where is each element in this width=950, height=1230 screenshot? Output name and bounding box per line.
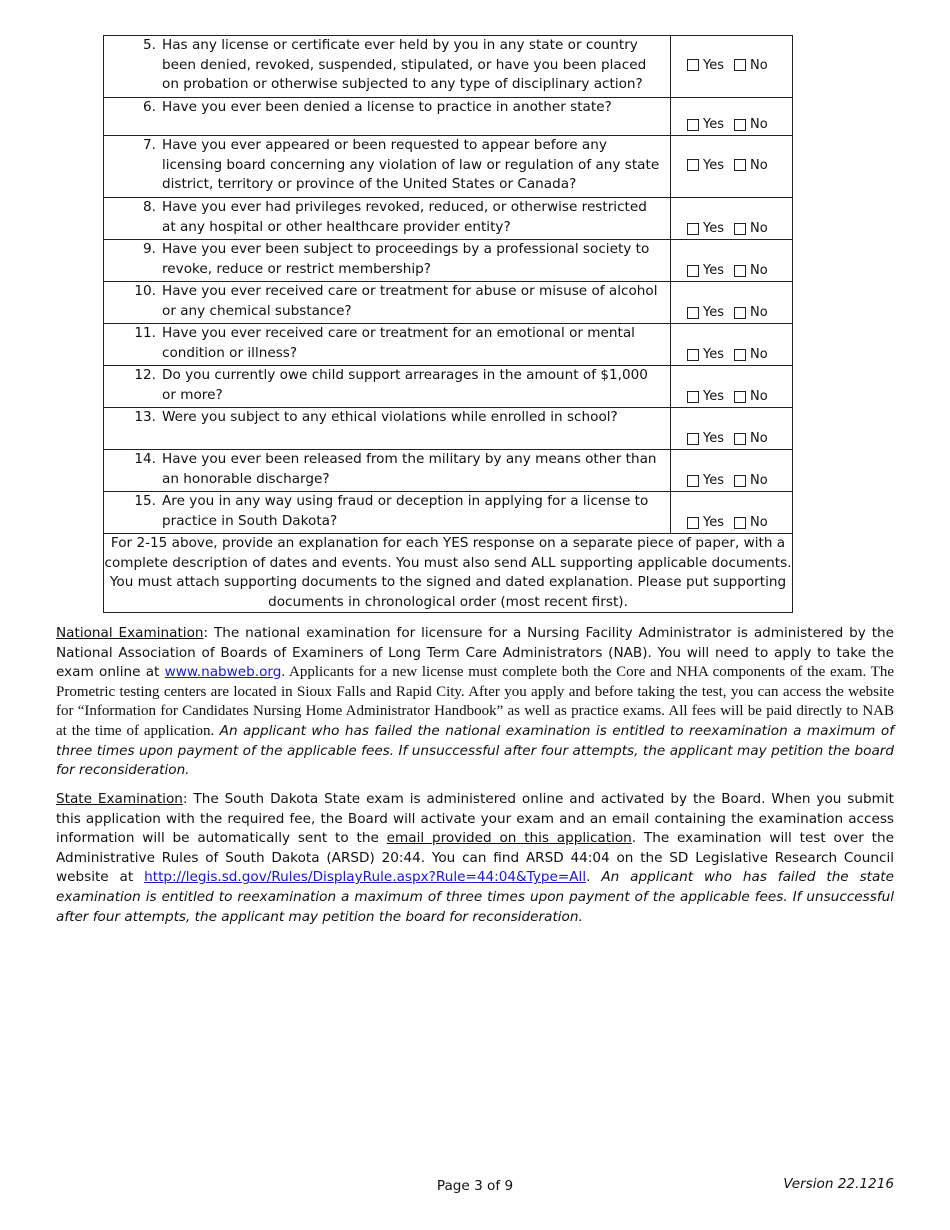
yes-option[interactable]	[687, 347, 724, 362]
yes-option[interactable]	[687, 515, 724, 530]
question	[104, 240, 670, 279]
answer-options	[671, 198, 792, 236]
no-label: No	[750, 221, 768, 236]
yes-checkbox[interactable]	[687, 159, 699, 171]
no-label: No	[750, 117, 768, 132]
no-checkbox[interactable]	[734, 391, 746, 403]
answer-cell	[671, 366, 793, 408]
question-text: Has any license or certificate ever held by you in any state or country been denied, revoked, suspended, stipulated, or have you been placed on probation or otherwise subjected to any type of disciplinary action?	[162, 37, 647, 92]
page-number: Page 3 of 9	[436, 1178, 514, 1194]
no-checkbox[interactable]	[734, 307, 746, 319]
answer-cell	[671, 240, 793, 282]
yes-option[interactable]	[687, 158, 724, 173]
question-number: 13.	[134, 409, 156, 425]
yes-label: Yes	[703, 347, 724, 362]
question-row	[104, 366, 793, 408]
question-cell	[104, 240, 671, 282]
yes-label: Yes	[703, 305, 724, 320]
question-cell	[104, 492, 671, 534]
answer-options	[671, 408, 792, 446]
no-checkbox[interactable]	[734, 59, 746, 71]
yes-label: Yes	[703, 473, 724, 488]
answer-cell	[671, 324, 793, 366]
yes-checkbox[interactable]	[687, 265, 699, 277]
answer-cell	[671, 408, 793, 450]
questions-body	[104, 36, 793, 534]
question-row	[104, 324, 793, 366]
question-cell	[104, 450, 671, 492]
yes-checkbox[interactable]	[687, 119, 699, 131]
state-exam-italic: An applicant who has failed the state examination is entitled to reexamination a maximum of three times upon payment of the applicable fees. If unsuccessful after four attempts, the applicant may petition the board for reconsideration.	[56, 869, 895, 925]
question	[104, 366, 670, 405]
question-number: 6.	[143, 99, 156, 115]
no-label: No	[750, 347, 768, 362]
yes-label: Yes	[703, 389, 724, 404]
no-label: No	[750, 515, 768, 530]
yes-checkbox[interactable]	[687, 433, 699, 445]
question-number: 5.	[143, 37, 156, 53]
yes-label: Yes	[703, 57, 724, 73]
state-exam-text-1: : The South Dakota State exam is administered online and activated by the Board. When you submit this application with the required fee, the Board will activate your exam and an email containing the examination access information will be automatically sent to the	[56, 791, 894, 847]
version-label: Version 22.1216	[783, 1176, 894, 1192]
no-label: No	[750, 389, 768, 404]
answer-options	[671, 366, 792, 404]
national-exam-text-2: . Applicants for a new license must complete both the Core and NHA components of the exam. The Prometric testing centers are located in Sioux Falls and Rapid City. After you apply and before taking the test, you can access the website for “Information for Candidates Nursing Home Administrator Handbook” as well as practice exams. All fees will be paid directly to NAB at the time of application.	[56, 664, 894, 739]
yes-option[interactable]	[687, 431, 724, 446]
question	[104, 408, 670, 428]
yes-option[interactable]	[687, 263, 724, 278]
no-checkbox[interactable]	[734, 119, 746, 131]
answer-options	[671, 136, 792, 194]
no-checkbox[interactable]	[734, 349, 746, 361]
explanation-row	[104, 534, 793, 613]
question-cell	[104, 136, 671, 198]
yes-label: Yes	[703, 157, 724, 173]
question-row	[104, 408, 793, 450]
question-number: 9.	[143, 241, 156, 257]
yes-label: Yes	[703, 117, 724, 132]
state-exam-text-3: .	[586, 869, 591, 886]
no-option[interactable]	[734, 221, 768, 236]
question-text: Have you ever appeared or been requested to appear before any licensing board concerning any violation of law or regulation of any state district, territory or province of the United States or Canada?	[162, 137, 660, 192]
question-cell	[104, 408, 671, 450]
no-option[interactable]	[734, 515, 768, 530]
yes-label: Yes	[703, 431, 724, 446]
nabweb-link[interactable]: www.nabweb.org	[164, 664, 282, 681]
question-row	[104, 198, 793, 240]
yes-label: Yes	[703, 263, 724, 278]
question-cell	[104, 36, 671, 98]
question	[104, 36, 670, 95]
question	[104, 198, 670, 237]
question-number: 12.	[134, 367, 156, 383]
arsd-rules-link[interactable]: http://legis.sd.gov/Rules/DisplayRule.aspx?Rule=44:04&Type=All	[144, 869, 587, 886]
yes-checkbox[interactable]	[687, 223, 699, 235]
question-row	[104, 492, 793, 534]
question	[104, 98, 670, 118]
question-text: Are you in any way using fraud or deception in applying for a license to practice in South Dakota?	[162, 493, 649, 529]
question-row	[104, 240, 793, 282]
no-option[interactable]	[734, 305, 768, 320]
no-option[interactable]	[734, 58, 768, 73]
answer-options	[671, 36, 792, 94]
explanation-note: For 2-15 above, provide an explanation for each YES response on a separate piece of paper, with a complete description of dates and events. You must also send ALL supporting applicable documents. You must attach supporting documents to the signed and dated explanation. Please put supporting documents in chronological order (most recent first).	[104, 534, 793, 613]
answer-cell	[671, 282, 793, 324]
question	[104, 282, 670, 321]
answer-cell	[671, 450, 793, 492]
answer-cell	[671, 98, 793, 136]
no-label: No	[750, 57, 768, 73]
question-text: Have you ever been subject to proceedings by a professional society to revoke, reduce or restrict membership?	[162, 241, 650, 277]
no-checkbox[interactable]	[734, 265, 746, 277]
national-exam-text-1: : The national examination for licensure for a Nursing Facility Administrator is administered by the National Association of Boards of Examiners of Long Term Care Administrators (NAB). You will need to apply to take the exam online at	[56, 625, 895, 681]
question	[104, 450, 670, 489]
question-text: Have you ever received care or treatment for abuse or misuse of alcohol or any chemical substance?	[162, 283, 658, 319]
yes-checkbox[interactable]	[687, 517, 699, 529]
state-exam-paragraph	[56, 790, 894, 927]
state-exam-heading: State Examination	[56, 791, 183, 807]
no-label: No	[750, 263, 768, 278]
no-option[interactable]	[734, 158, 768, 173]
yes-option[interactable]	[687, 305, 724, 320]
question-row	[104, 98, 793, 136]
national-exam-italic: An applicant who has failed the national examination is entitled to reexamination a maximum of three times upon payment of the applicable fees. If unsuccessful after four attempts, the applicant may petition the board for reconsideration.	[56, 722, 894, 779]
question-text: Have you ever been released from the military by any means other than an honorable discharge?	[162, 451, 657, 487]
no-option[interactable]	[734, 389, 768, 404]
state-exam-text-2: . The examination will test over the Administrative Rules of South Dakota (ARSD) 20:44. You can find ARSD 44:04 on the SD Legislative Research Council website at	[56, 830, 894, 886]
answer-options	[671, 324, 792, 362]
question-row	[104, 450, 793, 492]
questions-table	[103, 35, 793, 613]
question-text: Have you ever received care or treatment for an emotional or mental condition or illness?	[162, 325, 635, 361]
answer-cell	[671, 136, 793, 198]
question-text: Have you ever had privileges revoked, reduced, or otherwise restricted at any hospital or other healthcare provider entity?	[162, 199, 647, 235]
question	[104, 492, 670, 531]
yes-option[interactable]	[687, 117, 724, 132]
question-cell	[104, 366, 671, 408]
no-checkbox[interactable]	[734, 475, 746, 487]
question-text: Were you subject to any ethical violations while enrolled in school?	[162, 409, 618, 425]
answer-cell	[671, 492, 793, 534]
question	[104, 324, 670, 363]
question-number: 14.	[134, 451, 156, 467]
no-label: No	[750, 157, 768, 173]
answer-options	[671, 98, 792, 132]
answer-cell	[671, 198, 793, 240]
no-option[interactable]	[734, 473, 768, 488]
question-text: Do you currently owe child support arrearages in the amount of $1,000 or more?	[162, 367, 648, 403]
no-option[interactable]	[734, 431, 768, 446]
yes-checkbox[interactable]	[687, 307, 699, 319]
question-cell	[104, 282, 671, 324]
answer-options	[671, 240, 792, 278]
no-checkbox[interactable]	[734, 433, 746, 445]
question-number: 15.	[134, 493, 156, 509]
yes-option[interactable]	[687, 473, 724, 488]
no-label: No	[750, 473, 768, 488]
no-option[interactable]	[734, 117, 768, 132]
question-cell	[104, 198, 671, 240]
question-cell	[104, 98, 671, 136]
no-option[interactable]	[734, 263, 768, 278]
yes-checkbox[interactable]	[687, 349, 699, 361]
question-number: 8.	[143, 199, 156, 215]
yes-checkbox[interactable]	[687, 391, 699, 403]
question-row	[104, 36, 793, 98]
no-label: No	[750, 431, 768, 446]
national-exam-paragraph	[56, 624, 894, 781]
no-label: No	[750, 305, 768, 320]
yes-checkbox[interactable]	[687, 59, 699, 71]
question-text: Have you ever been denied a license to practice in another state?	[162, 99, 612, 115]
answer-options	[671, 450, 792, 488]
question-number: 11.	[134, 325, 156, 341]
question-row	[104, 282, 793, 324]
no-option[interactable]	[734, 347, 768, 362]
yes-option[interactable]	[687, 221, 724, 236]
answer-options	[671, 282, 792, 320]
yes-option[interactable]	[687, 389, 724, 404]
answer-options	[671, 492, 792, 530]
yes-option[interactable]	[687, 58, 724, 73]
answer-cell	[671, 36, 793, 98]
no-checkbox[interactable]	[734, 223, 746, 235]
question-cell	[104, 324, 671, 366]
question-row	[104, 136, 793, 198]
email-provided-text: email provided on this application	[386, 830, 632, 847]
yes-label: Yes	[703, 221, 724, 236]
yes-label: Yes	[703, 515, 724, 530]
no-checkbox[interactable]	[734, 517, 746, 529]
question	[104, 136, 670, 195]
question-number: 7.	[143, 137, 156, 153]
no-checkbox[interactable]	[734, 159, 746, 171]
question-number: 10.	[134, 283, 156, 299]
national-exam-heading: National Examination	[56, 625, 204, 641]
yes-checkbox[interactable]	[687, 475, 699, 487]
